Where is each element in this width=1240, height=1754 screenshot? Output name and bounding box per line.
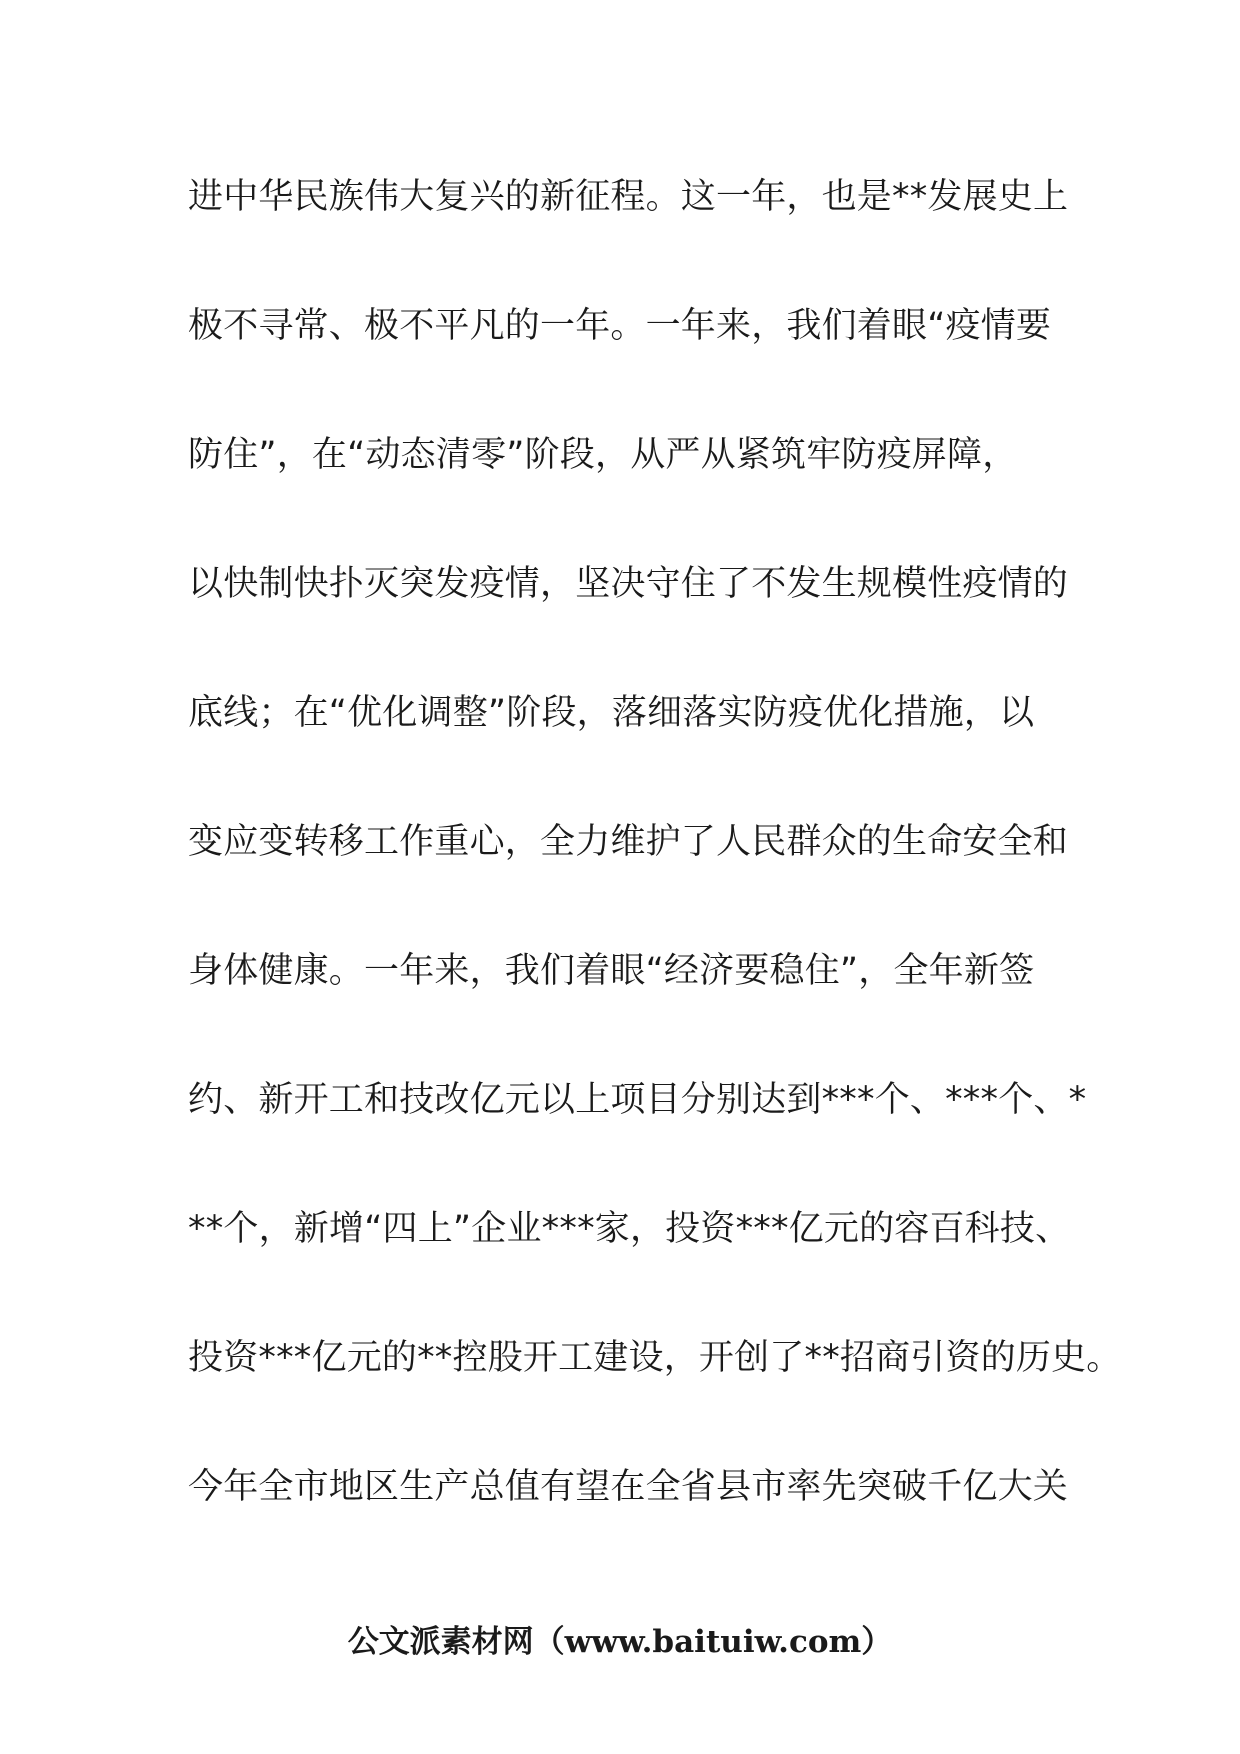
text-line: 以快制快扑灭突发疫情，坚决守住了不发生规模性疫情的 [188,564,1069,604]
text-line: 约、新开工和技改亿元以上项目分别达到***个、***个、* [188,1080,1087,1120]
text-line: 今年全市地区生产总值有望在全省县市率先突破千亿大关 [188,1467,1069,1507]
text-line: 极不寻常、极不平凡的一年。一年来，我们着眼“疫情要 [188,306,1052,346]
footer-source: 公文派素材网（www.baituiw.com） [347,1624,893,1660]
text-line: 投资***亿元的**控股开工建设，开创了**招商引资的历史。 [188,1338,1122,1378]
text-line: 身体健康。一年来，我们着眼“经济要稳住”，全年新签 [188,951,1035,991]
text-line: 底线；在“优化调整”阶段，落细落实防疫优化措施，以 [188,693,1035,733]
text-line: 进中华民族伟大复兴的新征程。这一年，也是**发展史上 [188,177,1069,217]
text-line: 变应变转移工作重心，全力维护了人民群众的生命安全和 [188,822,1069,862]
text-line: 防住”，在“动态清零”阶段，从严从紧筑牢防疫屏障， [188,435,1018,475]
text-line: **个，新增“四上”企业***家，投资***亿元的容百科技、 [188,1209,1071,1249]
